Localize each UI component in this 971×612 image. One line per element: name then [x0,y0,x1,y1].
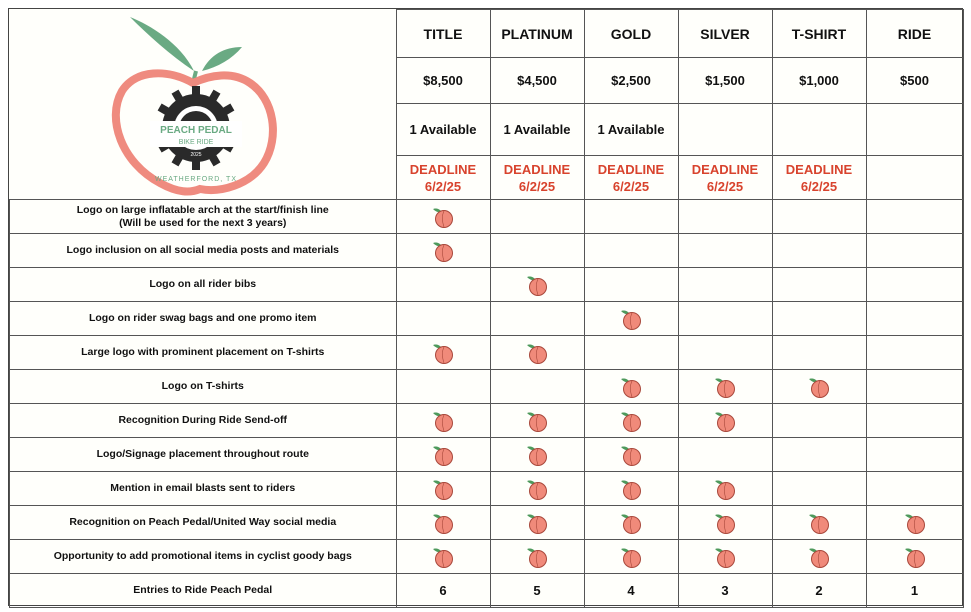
tier-price-silver: $1,500 [678,58,772,104]
benefit-label [10,302,397,336]
peach-check-icon [431,477,455,501]
benefit-cell-tshirt [772,472,866,506]
benefit-cell-gold [584,506,678,540]
peach-check-icon [903,545,927,569]
peach-check-icon [431,443,455,467]
benefit-label-line: Recognition During Ride Send-off [118,414,288,426]
entries-label: Entries to Ride Peach Pedal [10,574,397,608]
tier-availability-ride [866,104,963,156]
benefit-label [10,370,397,404]
benefit-cell-title [396,336,490,370]
benefit-cell-silver [678,506,772,540]
tier-name-title: TITLE [396,10,490,58]
peach-check-icon [431,205,455,229]
benefit-cell-platinum [490,438,584,472]
benefit-cell-ride [866,268,963,302]
benefit-cell-tshirt [772,370,866,404]
benefit-cell-tshirt [772,506,866,540]
benefit-label-line: Logo inclusion on all social media posts and materials [66,244,339,256]
benefit-cell-gold [584,200,678,234]
logo-name-line2: BIKE RIDE [178,138,213,146]
benefit-cell-ride [866,404,963,438]
peach-check-icon [619,375,643,399]
peach-check-icon [619,443,643,467]
benefit-label [10,268,397,302]
benefit-row [10,268,964,302]
benefit-cell-tshirt [772,200,866,234]
tier-price-tshirt: $1,000 [772,58,866,104]
benefit-label [10,234,397,268]
benefit-cell-silver [678,404,772,438]
tier-deadline-silver: DEADLINE 6/2/25 [678,156,772,200]
benefit-row [10,438,964,472]
peach-check-icon [525,477,549,501]
peach-check-icon [619,545,643,569]
benefit-row [10,302,964,336]
benefit-cell-tshirt [772,540,866,574]
benefit-cell-gold [584,234,678,268]
benefit-cell-ride [866,200,963,234]
benefit-label [10,200,397,234]
benefit-cell-tshirt [772,234,866,268]
peach-check-icon [431,545,455,569]
benefit-label [10,336,397,370]
benefit-cell-ride [866,302,963,336]
benefit-row [10,370,964,404]
benefit-label-line: Logo on large inflatable arch at the start/finish line [76,203,329,216]
benefit-cell-platinum [490,404,584,438]
benefit-label-line: Mention in email blasts sent to riders [110,482,296,494]
peach-check-icon [713,375,737,399]
peach-check-icon [619,477,643,501]
peach-check-icon [525,273,549,297]
peach-check-icon [525,545,549,569]
tier-price-platinum: $4,500 [490,58,584,104]
logo-cell [10,10,397,200]
entries-value-title: 6 [396,574,490,608]
benefit-cell-title [396,404,490,438]
peach-check-icon [903,511,927,535]
benefit-cell-silver [678,438,772,472]
peach-check-icon [525,409,549,433]
peach-check-icon [619,409,643,433]
benefit-row [10,540,964,574]
logo-graphic [10,13,396,196]
benefit-label [10,438,397,472]
peach-check-icon [525,511,549,535]
benefit-label-line: Large logo with prominent placement on T-shirts [81,346,325,358]
benefit-cell-gold [584,302,678,336]
benefit-cell-silver [678,200,772,234]
benefit-cell-silver [678,234,772,268]
tier-price-ride: $500 [866,58,963,104]
benefit-cell-silver [678,268,772,302]
peach-check-icon [807,545,831,569]
benefit-cell-title [396,268,490,302]
benefit-cell-silver [678,370,772,404]
logo-year: 2025 [189,151,202,158]
peach-check-icon [619,307,643,331]
logo-leaf-small [202,47,242,71]
tier-price-title: $8,500 [396,58,490,104]
benefit-rows [10,200,964,574]
benefit-label-line: Logo on all rider bibs [149,278,257,290]
entries-value-tshirt: 2 [772,574,866,608]
benefit-cell-title [396,540,490,574]
benefit-cell-ride [866,540,963,574]
benefit-cell-platinum [490,268,584,302]
benefit-cell-platinum [490,336,584,370]
benefit-label [10,540,397,574]
benefit-label-line: Recognition on Peach Pedal/United Way social media [69,516,337,528]
benefit-row [10,506,964,540]
logo-name-line1: PEACH PEDAL [159,124,232,136]
peach-check-icon [431,409,455,433]
benefit-cell-ride [866,234,963,268]
benefit-cell-platinum [490,472,584,506]
entries-row [10,574,964,608]
benefit-row [10,234,964,268]
entries-value-gold: 4 [584,574,678,608]
entries-value-ride: 1 [866,574,963,608]
benefit-cell-gold [584,370,678,404]
benefit-row [10,336,964,370]
benefit-cell-tshirt [772,336,866,370]
tier-name-gold: GOLD [584,10,678,58]
benefit-label-line: (Will be used for the next 3 years) [119,216,287,229]
benefit-cell-gold [584,472,678,506]
tier-name-silver: SILVER [678,10,772,58]
peach-check-icon [713,511,737,535]
tier-availability-tshirt [772,104,866,156]
benefit-cell-silver [678,302,772,336]
benefit-cell-platinum [490,200,584,234]
benefit-cell-ride [866,438,963,472]
tier-availability-title: 1 Available [396,104,490,156]
benefit-row [10,404,964,438]
peach-check-icon [713,545,737,569]
peach-check-icon [525,443,549,467]
tier-deadline-ride [866,156,963,200]
peach-pedal-logo [10,13,396,196]
benefit-label [10,404,397,438]
peach-check-icon [525,341,549,365]
benefit-cell-title [396,472,490,506]
benefit-cell-tshirt [772,404,866,438]
benefit-label-line: Opportunity to add promotional items in cyclist goody bags [53,550,352,562]
tier-availability-silver [678,104,772,156]
benefit-cell-gold [584,404,678,438]
tier-name-platinum: PLATINUM [490,10,584,58]
benefit-row [10,472,964,506]
benefit-cell-ride [866,472,963,506]
benefit-cell-title [396,506,490,540]
benefit-cell-tshirt [772,302,866,336]
benefit-cell-ride [866,336,963,370]
entries-value-silver: 3 [678,574,772,608]
peach-check-icon [619,511,643,535]
benefit-label [10,506,397,540]
benefit-cell-gold [584,438,678,472]
tier-name-row [10,10,964,58]
logo-leaf-big [130,17,194,71]
benefit-cell-tshirt [772,438,866,472]
benefit-cell-ride [866,506,963,540]
benefit-cell-title [396,302,490,336]
logo-location: WEATHERFORD, TX [154,175,237,183]
benefit-cell-platinum [490,370,584,404]
benefit-cell-title [396,234,490,268]
benefit-cell-platinum [490,302,584,336]
peach-check-icon [431,239,455,263]
benefit-cell-platinum [490,506,584,540]
benefit-cell-tshirt [772,268,866,302]
sponsorship-table [9,9,964,608]
tier-availability-platinum: 1 Available [490,104,584,156]
peach-check-icon [713,409,737,433]
benefit-cell-ride [866,370,963,404]
tier-price-gold: $2,500 [584,58,678,104]
benefit-cell-gold [584,268,678,302]
tier-name-ride: RIDE [866,10,963,58]
tier-name-tshirt: T-SHIRT [772,10,866,58]
benefit-label [10,472,397,506]
benefit-cell-platinum [490,540,584,574]
benefit-cell-title [396,438,490,472]
tier-deadline-tshirt: DEADLINE 6/2/25 [772,156,866,200]
peach-check-icon [431,341,455,365]
tier-deadline-gold: DEADLINE 6/2/25 [584,156,678,200]
tier-deadline-title: DEADLINE 6/2/25 [396,156,490,200]
benefit-cell-silver [678,472,772,506]
peach-check-icon [807,511,831,535]
benefit-label-line: Logo on T-shirts [161,380,244,392]
entries-value-platinum: 5 [490,574,584,608]
benefit-cell-silver [678,540,772,574]
benefit-label-line: Logo/Signage placement throughout route [96,448,309,460]
benefit-cell-title [396,200,490,234]
peach-check-icon [807,375,831,399]
tier-availability-gold: 1 Available [584,104,678,156]
benefit-cell-platinum [490,234,584,268]
benefit-cell-title [396,370,490,404]
benefit-cell-silver [678,336,772,370]
peach-check-icon [431,511,455,535]
tier-deadline-platinum: DEADLINE 6/2/25 [490,156,584,200]
peach-check-icon [713,477,737,501]
benefit-cell-gold [584,336,678,370]
benefit-label-line: Logo on rider swag bags and one promo item [88,312,317,324]
benefit-cell-gold [584,540,678,574]
benefit-row [10,200,964,234]
